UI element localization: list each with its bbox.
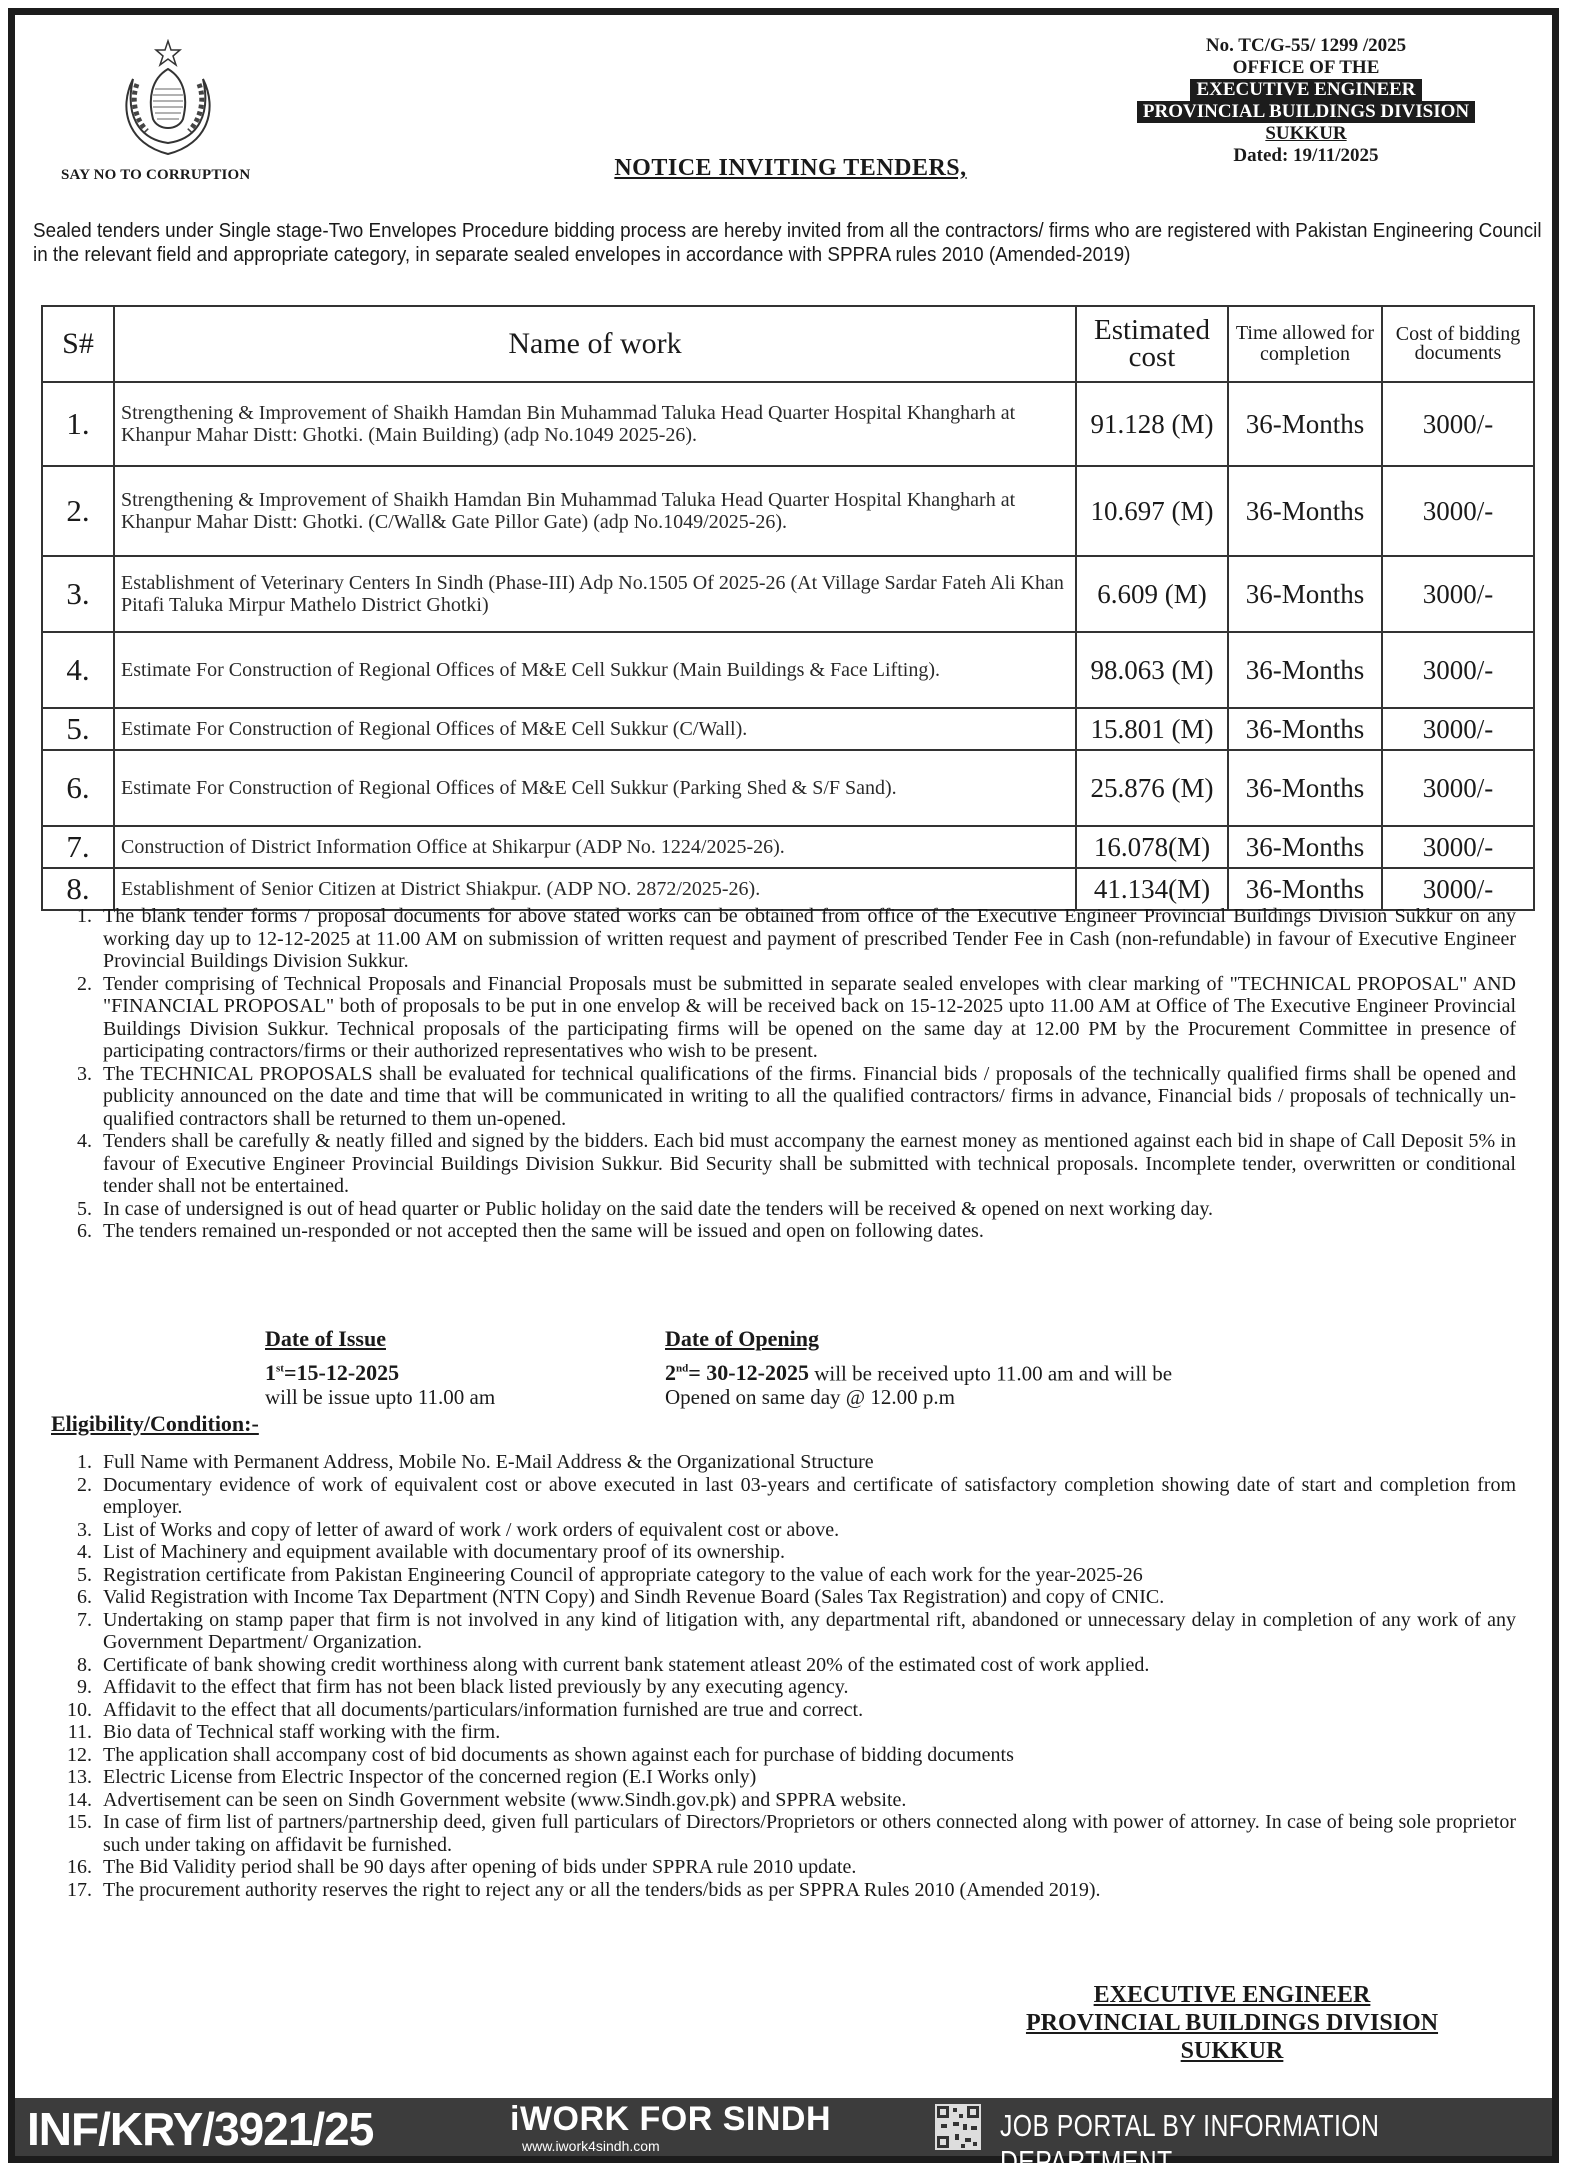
cell-cost: 25.876 (M) <box>1076 750 1228 826</box>
signature-division: PROVINCIAL BUILDINGS DIVISION <box>1025 2010 1439 2036</box>
col-header-name: Name of work <box>114 306 1076 382</box>
signature-block <box>962 1981 1502 2065</box>
qr-code-icon <box>935 2104 981 2150</box>
table-row <box>42 868 1534 910</box>
iwork-brand-logo: iWORK FOR SINDH <box>510 2100 832 2138</box>
eligibility-item: 17. The procurement authority reserves the right to reject any or all the tenders/bids as per SPPRA Rules 2010 (Amended 2019). <box>97 1879 1516 1902</box>
cell-fee: 3000/- <box>1382 466 1534 556</box>
cell-work-name: Construction of District Information Office at Shikarpur (ADP No. 1224/2025-26). <box>114 826 1076 868</box>
cell-work-name: Estimate For Construction of Regional Offices of M&E Cell Sukkur (Parking Shed & S/F Sand). <box>114 750 1076 826</box>
opening-date: = 30-12-2025 <box>688 1360 809 1386</box>
table-header-row <box>42 306 1534 382</box>
cell-cost: 10.697 (M) <box>1076 466 1228 556</box>
note-item: 1. The blank tender forms / proposal documents for above stated works can be obtained from office of the Executive Engineer Provincial Buildings Division Sukkur on any working day up to 12-12-2025 at 11.00 AM on submission of written request and payment of prescribed Tender Fee in Cash (non-refundable) in favour of Executive Engineer Provincial Buildings Division Sukkur. <box>97 905 1516 973</box>
brand-url[interactable]: www.iwork4sindh.com <box>522 2138 660 2154</box>
eligibility-item: 12. The application shall accompany cost of bid documents as shown against each for purchase of bidding documents <box>97 1744 1516 1767</box>
cell-work-name: Strengthening & Improvement of Shaikh Hamdan Bin Muhammad Taluka Head Quarter Hospital Khangharh at Khanpur Mahar Distt: Ghotki. (Main Building) (adp No.1049 2025-26). <box>114 382 1076 466</box>
cell-time: 36-Months <box>1228 750 1382 826</box>
eligibility-item: 1. Full Name with Permanent Address, Mobile No. E-Mail Address & the Organizational Structure <box>97 1451 1516 1474</box>
cell-time: 36-Months <box>1228 556 1382 632</box>
office-designation: EXECUTIVE ENGINEER <box>1190 79 1421 101</box>
cell-cost: 91.128 (M) <box>1076 382 1228 466</box>
eligibility-item: 10. Affidavit to the effect that all documents/particulars/information furnished are true and correct. <box>97 1699 1516 1722</box>
date-of-issue-block <box>265 1327 495 1409</box>
issue-note: will be issue upto 11.00 am <box>265 1385 496 1410</box>
note-item: 2. Tender comprising of Technical Proposals and Financial Proposals must be submitted in separate sealed envelopes with clear marking of "TECHNICAL PROPOSAL" AND "FINANCIAL PROPOSAL" both of proposals to be put in one envelop & will be received back on 15-12-2025 upto 11.00 AM at Office of The Executive Engineer Provincial Buildings Division Sukkur. Technical proposals of the participating firms will be opened on the same day at 12.00 PM by the Procurement Committee in presence of participating contractors/firms or their authorized representatives who wish to be present. <box>97 973 1516 1063</box>
cell-fee: 3000/- <box>1382 708 1534 750</box>
table-row <box>42 708 1534 750</box>
table-row <box>42 556 1534 632</box>
col-header-time: Time allowed for completion <box>1228 306 1382 382</box>
cell-cost: 6.609 (M) <box>1076 556 1228 632</box>
cell-work-name: Strengthening & Improvement of Shaikh Hamdan Bin Muhammad Taluka Head Quarter Hospital Khangharh at Khanpur Mahar Distt: Ghotki. (C/Wall& Gate Pillor Gate) (adp No.1049/2025-26). <box>114 466 1076 556</box>
slogan: SAY NO TO CORRUPTION <box>61 167 251 183</box>
office-line: OFFICE OF THE <box>1232 57 1380 78</box>
col-header-sn: S# <box>42 306 114 382</box>
cell-cost: 41.134(M) <box>1076 868 1228 910</box>
col-header-cost: Estimated cost <box>1076 306 1228 382</box>
issue-ordinal-suffix: st <box>276 1363 284 1375</box>
page-title: NOTICE INVITING TENDERS, <box>614 155 967 181</box>
note-item: 6. The tenders remained un-responded or not accepted then the same will be issued and open on following dates. <box>97 1220 1516 1243</box>
date-of-issue-heading: Date of Issue <box>265 1326 386 1351</box>
cell-work-name: Establishment of Senior Citizen at District Shiakpur. (ADP NO. 2872/2025-26). <box>114 868 1076 910</box>
table-row <box>42 466 1534 556</box>
cell-fee: 3000/- <box>1382 826 1534 868</box>
cell-time: 36-Months <box>1228 466 1382 556</box>
cell-sn: 3. <box>42 556 114 632</box>
cell-fee: 3000/- <box>1382 382 1534 466</box>
advert-reference: INF/KRY/3921/25 <box>27 2103 374 2155</box>
table-row <box>42 750 1534 826</box>
eligibility-item: 2. Documentary evidence of work of equivalent cost or above executed in last 03-years and certificate of satisfactory completion showing date of start and completion from employer. <box>97 1474 1516 1519</box>
cell-cost: 16.078(M) <box>1076 826 1228 868</box>
cell-work-name: Estimate For Construction of Regional Offices of M&E Cell Sukkur (Main Buildings & Face Lifting). <box>114 632 1076 708</box>
opening-note-2: Opened on same day @ 12.00 p.m <box>665 1385 955 1410</box>
works-table <box>41 305 1535 911</box>
note-item: 4. Tenders shall be carefully & neatly filled and signed by the bidders. Each bid must accompany the earnest money as mentioned against each bid in shape of Call Deposit 5% in favour of Executive Engineer Provincial Buildings Division Sukkur. Bid Security shall be submitted with technical proposals. Incomplete tender, overwritten or conditional tender shall not be entertained. <box>97 1130 1516 1198</box>
office-city: SUKKUR <box>1265 123 1347 144</box>
opening-note: will be received upto 11.00 am and will be <box>808 1361 1173 1386</box>
notice-date: Dated: 19/11/2025 <box>1233 145 1379 166</box>
cell-time: 36-Months <box>1228 632 1382 708</box>
notice-page <box>8 8 1559 2163</box>
footer-banner <box>15 2098 1552 2179</box>
cell-time: 36-Months <box>1228 868 1382 910</box>
cell-sn: 7. <box>42 826 114 868</box>
portal-tagline: JOB PORTAL BY INFORMATION DEPARTMENT <box>1000 2108 1380 2179</box>
eligibility-list <box>41 1451 1516 1901</box>
eligibility-item: 14. Advertisement can be seen on Sindh Government website (www.Sindh.gov.pk) and SPPRA website. <box>97 1789 1516 1812</box>
eligibility-item: 9. Affidavit to the effect that firm has not been black listed previously by any executing agency. <box>97 1676 1516 1699</box>
reference-number: No. TC/G-55/ 1299 /2025 <box>1205 35 1407 56</box>
cell-time: 36-Months <box>1228 382 1382 466</box>
eligibility-item: 11. Bio data of Technical staff working with the firm. <box>97 1721 1516 1744</box>
cell-sn: 1. <box>42 382 114 466</box>
cell-sn: 6. <box>42 750 114 826</box>
eligibility-heading: Eligibility/Condition:- <box>51 1411 259 1436</box>
col-header-fee: Cost of bidding documents <box>1382 306 1534 382</box>
cell-fee: 3000/- <box>1382 868 1534 910</box>
eligibility-item: 8. Certificate of bank showing credit worthiness along with current bank statement atleast 20% of the estimated cost of work applied. <box>97 1654 1516 1677</box>
cell-time: 36-Months <box>1228 708 1382 750</box>
eligibility-item: 13. Electric License from Electric Inspector of the concerned region (E.I Works only) <box>97 1766 1516 1789</box>
intro-paragraph: Sealed tenders under Single stage-Two Envelopes Procedure bidding process are hereby invited from all the contractors/ firms who are registered with Pakistan Engineering Council in the relevant field and appropriate category, in separate sealed envelopes in accordance with SPPRA rules 2010 (Amended-2019) <box>33 219 1542 266</box>
cell-work-name: Estimate For Construction of Regional Offices of M&E Cell Sukkur (C/Wall). <box>114 708 1076 750</box>
cell-sn: 5. <box>42 708 114 750</box>
note-item: 3. The TECHNICAL PROPOSALS shall be evaluated for technical qualifications of the firms. Financial bids / proposals of the technically qualified firms shall be opened and publicity announced on the date and time that will be communicated in writing to all the qualified contractors/ firms in advance, Financial bids / proposals of technically un-qualified contractors shall be returned to them un-opened. <box>97 1063 1516 1131</box>
office-division: PROVINCIAL BUILDINGS DIVISION <box>1137 101 1475 123</box>
opening-ordinal-suffix: nd <box>676 1363 689 1375</box>
date-of-opening-heading: Date of Opening <box>665 1326 819 1351</box>
cell-sn: 8. <box>42 868 114 910</box>
issue-ordinal: 1 <box>265 1360 276 1386</box>
table-row <box>42 382 1534 466</box>
office-block <box>1096 35 1516 167</box>
cell-cost: 98.063 (M) <box>1076 632 1228 708</box>
cell-work-name: Establishment of Veterinary Centers In Sindh (Phase-III) Adp No.1505 Of 2025-26 (At Village Sardar Fateh Ali Khan Pitafi Taluka Mirpur Mathelo District Ghotki) <box>114 556 1076 632</box>
eligibility-item: 3. List of Works and copy of letter of award of work / work orders of equivalent cost or above. <box>97 1519 1516 1542</box>
note-item: 5. In case of undersigned is out of head quarter or Public holiday on the said date the tenders will be received & opened on next working day. <box>97 1198 1516 1221</box>
cell-cost: 15.801 (M) <box>1076 708 1228 750</box>
cell-fee: 3000/- <box>1382 556 1534 632</box>
cell-fee: 3000/- <box>1382 750 1534 826</box>
cell-time: 36-Months <box>1228 826 1382 868</box>
cell-fee: 3000/- <box>1382 632 1534 708</box>
signature-title: EXECUTIVE ENGINEER <box>1093 1982 1371 2008</box>
signature-city: SUKKUR <box>1180 2038 1284 2064</box>
cell-sn: 4. <box>42 632 114 708</box>
eligibility-item: 15. In case of firm list of partners/partnership deed, given full particulars of Directors/Proprietors or others connected along with power of attorney. In case of being sole proprietor such under taking on affidavit be furnished. <box>97 1811 1516 1856</box>
eligibility-item: 7. Undertaking on stamp paper that firm is not involved in any kind of litigation with, any departmental rift, abandoned or unnecessary delay in completion of any work of any Government Department/ Organization. <box>97 1609 1516 1654</box>
eligibility-item: 5. Registration certificate from Pakistan Engineering Council of appropriate category to the value of each work for the year-2025-26 <box>97 1564 1516 1587</box>
issue-date: =15-12-2025 <box>283 1360 400 1386</box>
tender-notes <box>41 905 1516 1243</box>
opening-ordinal: 2 <box>665 1360 676 1386</box>
date-of-opening-block <box>665 1327 1172 1409</box>
cell-sn: 2. <box>42 466 114 556</box>
eligibility-item: 6. Valid Registration with Income Tax Department (NTN Copy) and Sindh Revenue Board (Sales Tax Registration) and copy of CNIC. <box>97 1586 1516 1609</box>
table-row <box>42 632 1534 708</box>
sindh-emblem-icon <box>113 39 223 159</box>
eligibility-item: 16. The Bid Validity period shall be 90 days after opening of bids under SPPRA rule 2010 update. <box>97 1856 1516 1879</box>
table-row <box>42 826 1534 868</box>
eligibility-item: 4. List of Machinery and equipment available with documentary proof of its ownership. <box>97 1541 1516 1564</box>
